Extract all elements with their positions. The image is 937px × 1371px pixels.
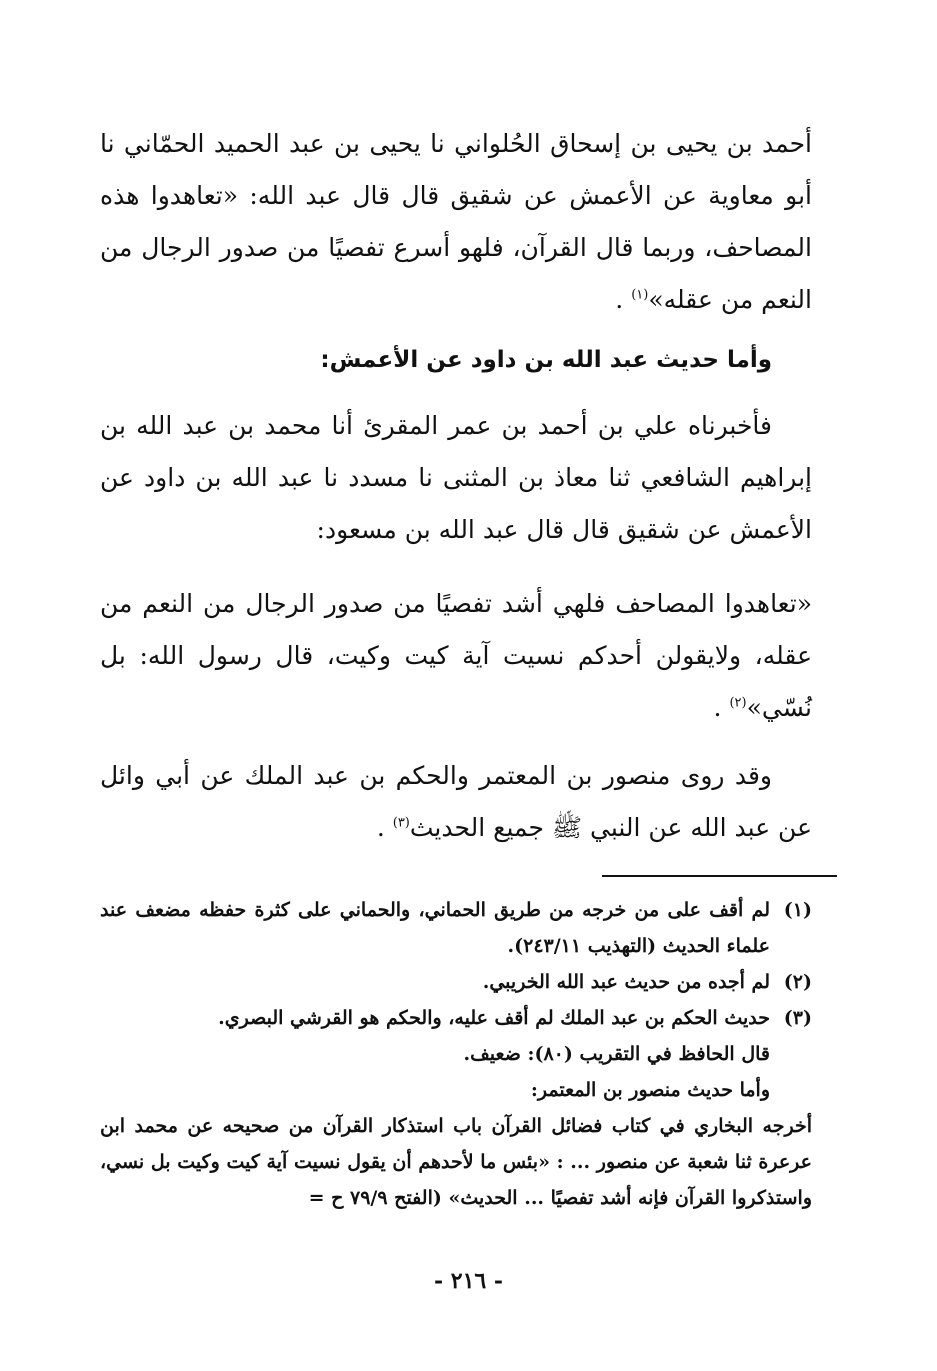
footnote-2-number: (٢) bbox=[783, 971, 812, 993]
footnote-3 bbox=[100, 1000, 812, 1036]
footnote-3-line-3: وأما حديث منصور بن المعتمر: bbox=[530, 1079, 770, 1101]
footnote-3-line-2: قال الحافظ في التقريب (٨٠): ضعيف. bbox=[463, 1043, 770, 1065]
footnote-1-text: لم أقف على من خرجه من طريق الحماني، والحماني على كثرة حفظه مضعف عند علماء الحديث (التهذيب ٢٤٣/١١). bbox=[100, 899, 770, 957]
paragraph-4-end: . bbox=[376, 813, 393, 842]
footnote-ref-3: (٣) bbox=[392, 815, 410, 831]
footnotes bbox=[100, 892, 812, 1216]
paragraph-1-text: أحمد بن يحيى بن إسحاق الحُلواني نا يحيى بن عبد الحميد الحمّاني نا أبو معاوية عن الأعمش عن شقيق قال قال عبد الله: «تعاهدوا هذه المصاحف، وربما قال القرآن، فلهو أسرع تفصيًا من صدور الرجال من النعم من عقله» bbox=[100, 129, 812, 314]
footnote-3-text: حديث الحكم بن عبد الملك لم أقف عليه، والحكم هو القرشي البصري. bbox=[218, 1007, 770, 1029]
paragraph-3-text: «تعاهدوا المصاحف فلهي أشد تفصيًا من صدور الرجال من النعم من عقله، ولايقولن أحدكم نسيت آية كيت وكيت، قال رسول الله: بل نُسّي» bbox=[100, 589, 813, 722]
section-heading: وأما حديث عبد الله بن داود عن الأعمش: bbox=[320, 347, 772, 373]
footnote-divider bbox=[602, 875, 837, 877]
paragraph-3-end: . bbox=[713, 693, 730, 722]
footnote-1 bbox=[100, 892, 812, 964]
paragraph-3-quote bbox=[100, 578, 812, 734]
paragraph-4 bbox=[100, 750, 812, 854]
footnote-ref-1: (١) bbox=[631, 287, 649, 303]
footnote-ref-2: (٢) bbox=[729, 695, 747, 711]
footnote-3-number: (٣) bbox=[783, 1007, 812, 1029]
footnote-3-line-4: أخرجه البخاري في كتاب فضائل القرآن باب استذكار القرآن من صحيحه عن محمد ابن عرعرة ثنا شعبة عن منصور ... : «بئس ما لأحدهم أن يقول نسيت آية كيت وكيت بل نسي، واستذكروا القرآن فإنه أشد تفصيًا ... الحديث» (الفتح ٧٩/٩ ح = bbox=[100, 1115, 812, 1209]
page-number: - ٢١٦ - bbox=[433, 1268, 504, 1294]
footnote-2-text: لم أجده من حديث عبد الله الخريبي. bbox=[482, 971, 770, 993]
paragraph-1-end: . bbox=[615, 285, 632, 314]
main-text bbox=[100, 118, 812, 854]
paragraph-4-text: وقد روى منصور بن المعتمر والحكم بن عبد الملك عن أبي وائل عن عبد الله عن النبي ﷺ جميع الحديث bbox=[100, 761, 812, 842]
footnote-1-number: (١) bbox=[783, 899, 812, 921]
footnote-2 bbox=[100, 964, 812, 1000]
paragraph-1 bbox=[100, 118, 812, 326]
paragraph-2: فأخبرناه علي بن أحمد بن عمر المقرئ أنا محمد بن عبد الله بن إبراهيم الشافعي ثنا معاذ بن المثنى نا مسدد نا عبد الله بن داود عن الأعمش عن شقيق قال قال عبد الله بن مسعود: bbox=[100, 411, 812, 544]
